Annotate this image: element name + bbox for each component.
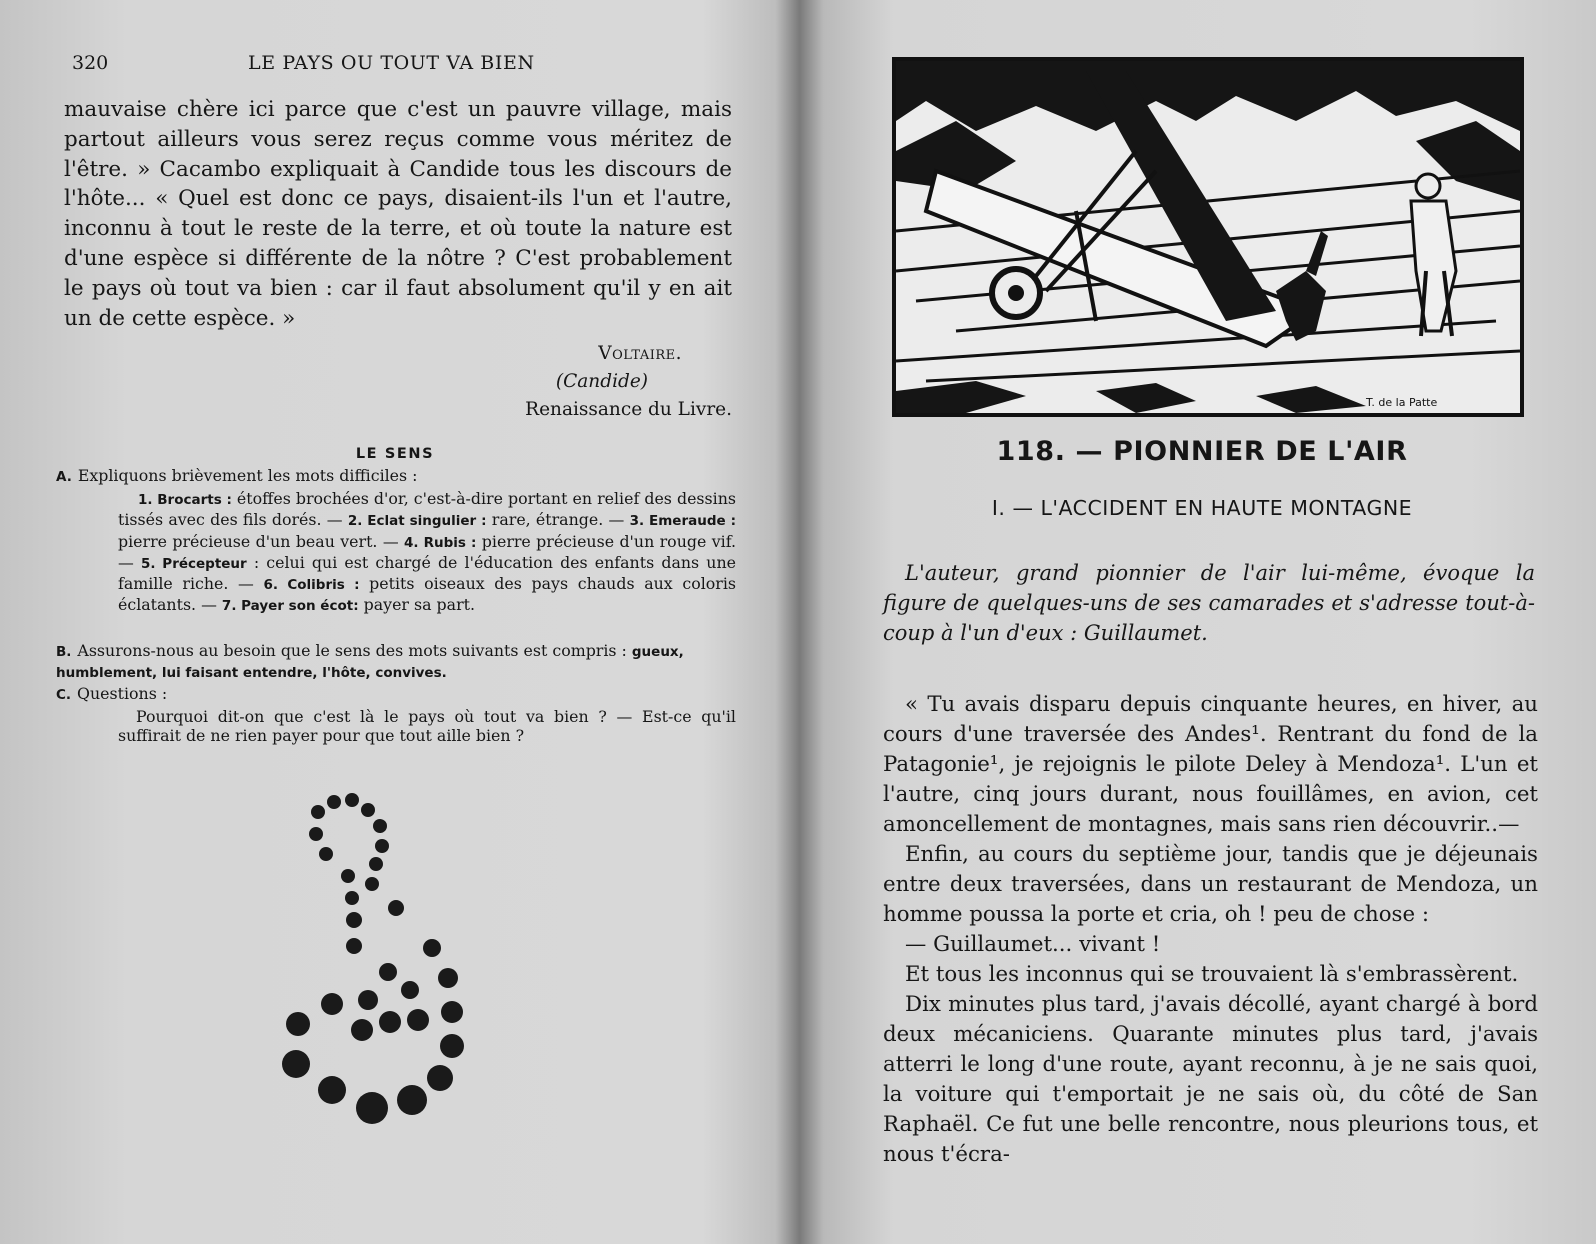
exercise-b-text: Assurons-nous au besoin que le sens des mots suivants est compris : (77, 641, 632, 660)
body-paragraph: Dix minutes plus tard, j'avais décollé, ayant chargé à bord deux mécaniciens. Quarante minutes plus tard, j'avais atterri le long d'une route, ayant reconnu, à je ne sais quoi, la voiture qui t'emportait je ne sais où, du côté de San Raphaël. Ce fut une belle rencontre, nous pleurions tous, et nous t'écra- (883, 992, 1538, 1167)
chapter-title: 118. — PIONNIER DE L'AIR (996, 436, 1408, 467)
left-page (0, 0, 790, 1244)
chapter-intro: L'auteur, grand pionnier de l'air lui-même, évoque la figure de quelques-uns de ses camarades et s'adresse tout-à-coup à l'un d'eux : Guillaumet. (883, 561, 1535, 645)
chapter-body (883, 690, 1538, 1170)
vocab-term: 3. Emeraude : (629, 513, 736, 530)
vocab-definition: étoffes brochées d'or, c'est-à-dire portant en relief des dessins tissés avec des fils dorés. — (118, 489, 736, 530)
exercise-a (56, 466, 736, 616)
body-paragraph: « Tu avais disparu depuis cinquante heures, en hiver, au cours d'une traversée des Andes¹. Rentrant du fond de la Patagonie¹, je rejoignis le pilote Deley à Mendoza¹. L'un et l'autre, cinq jours durant, nous fouillâmes, en avion, cet amoncellement de montagnes, mais sans rien découvrir..— (883, 692, 1538, 837)
exercise-b-letter: B. (56, 644, 72, 660)
quote-text: mauvaise chère ici parce que c'est un pauvre village, mais partout ailleurs vous serez reçus comme vous méritez de l'être. » Cacambo expliquait à Candide tous les discours de l'hôte... « Quel est donc ce pays, disaient-ils l'un et l'autre, inconnu à tout le reste de la terre, et où toute la nature est d'une espèce si différente de la nôtre ? C'est probablement le pays où tout va bien : car il faut absolument qu'il y en ait un de cette espèce. » (64, 97, 732, 331)
exercise-c-header (56, 684, 736, 705)
exercise-c (56, 684, 736, 746)
airplane-crash-illustration (892, 57, 1524, 417)
vocab-definition: payer sa part. (358, 595, 475, 615)
pearl-necklace-illustration (272, 790, 482, 1130)
exercise-b (56, 641, 736, 683)
vocab-term: 1. Brocarts : (138, 492, 232, 509)
vocab-definition: pierre précieuse d'un rouge vif. — (118, 531, 736, 572)
body-paragraph: Et tous les inconnus qui se trouvaient là s'embrassèrent. (905, 962, 1519, 987)
exercise-a-letter: A. (56, 469, 72, 485)
vocab-term: 4. Rubis : (404, 534, 477, 551)
exercise-c-letter: C. (56, 687, 72, 703)
vocabulary-list (118, 489, 736, 616)
vocab-term: 2. Eclat singulier : (347, 513, 487, 530)
vocab-term: 5. Précepteur (140, 555, 247, 572)
vocab-definition: pierre précieuse d'un beau vert. — (118, 531, 405, 551)
vocab-definition: : celui qui est chargé de l'éducation des enfants dans une famille riche. — (118, 552, 736, 594)
exercise-c-questions: Pourquoi dit-on que c'est là le pays où tout va bien ? — Est-ce qu'il suffirait de ne rien payer pour que tout aille bien ? (118, 707, 736, 746)
sense-heading: LE SENS (355, 446, 435, 462)
running-head (72, 52, 732, 80)
illustration-signature: T. de la Patte (1366, 396, 1438, 409)
vocab-definition: petits oiseaux des pays chauds aux coloris éclatants. — (118, 574, 737, 615)
exercise-b-words: gueux, humblement, lui faisant entendre, l'hôte, convives. (56, 644, 684, 682)
exercise-a-intro: Expliquons brièvement les mots difficiles : (77, 466, 418, 485)
body-paragraph: Enfin, au cours du septième jour, tandis que je déjeunais entre deux traversées, dans un restaurant de Mendoza, un homme poussa la porte et cria, oh ! peu de chose : (883, 842, 1538, 927)
exercise-c-heading: Questions : (77, 684, 168, 703)
section-title: I. — L'ACCIDENT EN HAUTE MONTAGNE (991, 496, 1413, 520)
vocab-definition: rare, étrange. — (486, 510, 630, 530)
running-title: LE PAYS OU TOUT VA BIEN (248, 52, 535, 74)
right-page (808, 0, 1596, 1244)
attribution-author: Voltaire. (598, 343, 682, 364)
page-number: 320 (72, 52, 109, 74)
attribution-work: (Candide) (555, 371, 648, 392)
vocab-term: 7. Payer son écot: (221, 598, 359, 615)
exercise-a-header (56, 466, 736, 487)
vocab-term: 6. Colibris : (263, 577, 360, 594)
voltaire-quote (64, 95, 732, 333)
body-paragraph: — Guillaumet... vivant ! (905, 932, 1161, 957)
attribution-publisher: Renaissance du Livre. (525, 399, 732, 420)
attribution (420, 340, 732, 424)
